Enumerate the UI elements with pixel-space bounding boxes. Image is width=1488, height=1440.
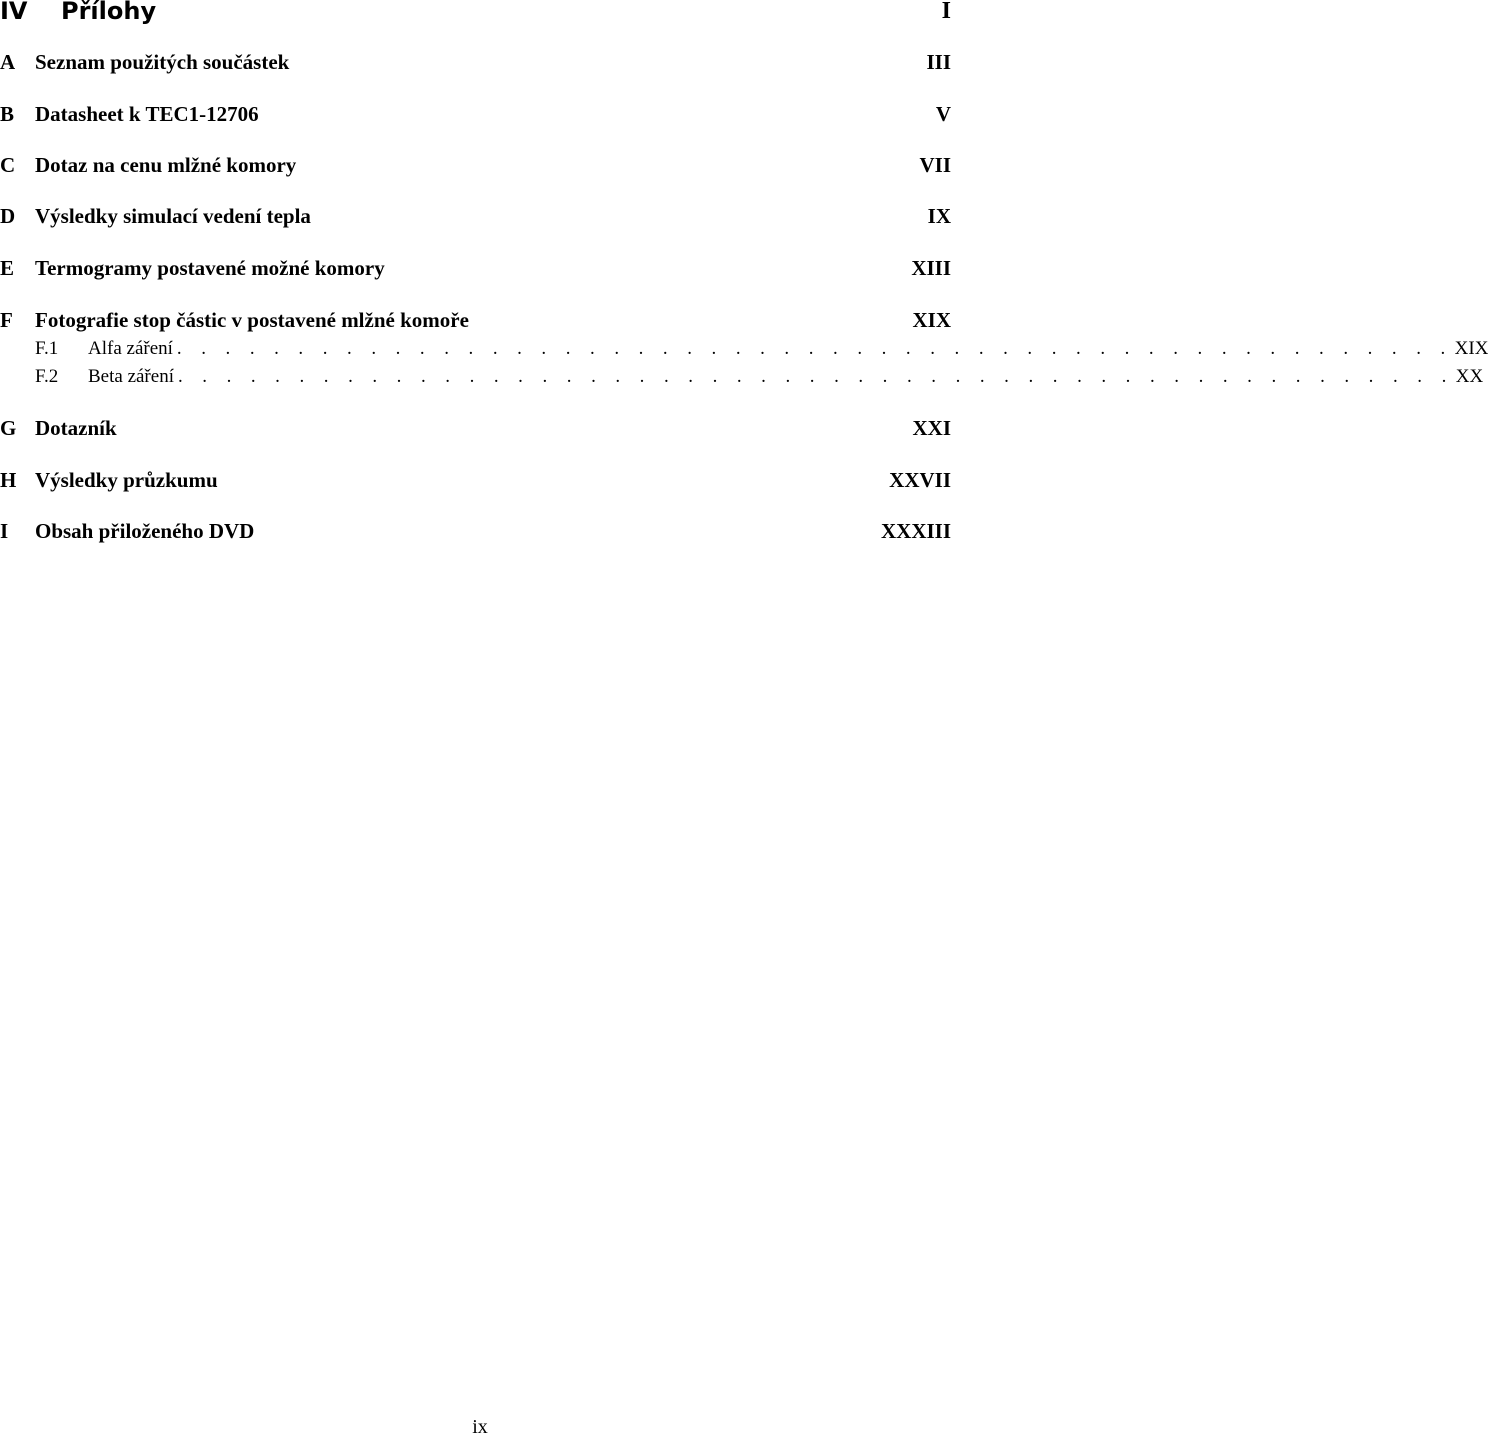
entry-page-number: VII (919, 153, 951, 177)
dot-leader: . . . . . . . . . . . . . . . . . . . . . . . . . . . . . . . . . . . . . . . . . . . . . . . . . . . . . (177, 366, 1454, 387)
entry-page-number: XXXIII (880, 519, 951, 543)
subentry-number: F.1 (35, 338, 59, 359)
entry-title: Dotazník (35, 416, 117, 440)
subentry-title: Alfa záření (88, 338, 173, 359)
toc-entry-a[interactable] (0, 48, 951, 76)
entry-letter: F (0, 308, 13, 332)
entry-page-number: III (926, 50, 951, 74)
entry-letter: E (0, 256, 15, 280)
entry-page-number: IX (927, 204, 951, 228)
entry-title: Dotaz na cenu mlžné komory (35, 153, 297, 177)
entry-page-number: XXI (912, 416, 951, 440)
part-heading[interactable] (0, 0, 951, 28)
dot-leader: . . . . . . . . . . . . . . . . . . . . . . . . . . . . . . . . . . . . . . . . . . . . . . . . . . . . . (176, 338, 1453, 359)
entry-title: Obsah přiloženého DVD (35, 519, 255, 543)
entry-letter: B (0, 102, 15, 126)
entry-letter: H (0, 468, 17, 492)
toc-entry-d[interactable] (0, 202, 951, 230)
entry-page-number: XIX (912, 308, 951, 332)
entry-letter: G (0, 416, 17, 440)
entry-letter: A (0, 50, 16, 74)
subentry-page-number: XX (1455, 366, 1484, 387)
entry-title: Datasheet k TEC1-12706 (35, 102, 259, 126)
entry-letter: I (0, 519, 9, 543)
toc-entry-f[interactable] (0, 306, 951, 334)
toc-entry-h[interactable] (0, 466, 951, 494)
subentry-page-number: XIX (1454, 338, 1488, 359)
part-number: IV (0, 0, 28, 25)
entry-page-number: V (935, 102, 951, 126)
toc-entry-e[interactable] (0, 254, 951, 282)
entry-page-number: XIII (911, 256, 951, 280)
entry-title: Seznam použitých součástek (35, 50, 290, 74)
part-title: Přílohy (61, 0, 157, 25)
toc-entry-c[interactable] (0, 151, 951, 179)
page-number-footer: ix (472, 1416, 488, 1438)
subentry-title: Beta záření (88, 366, 174, 387)
toc-subentry-f2[interactable] (35, 365, 1484, 389)
subentry-number: F.2 (35, 366, 59, 387)
entry-letter: D (0, 204, 16, 228)
toc-entry-g[interactable] (0, 414, 951, 442)
entry-title: Výsledky simulací vedení tepla (35, 204, 311, 228)
entry-page-number: XXVII (889, 468, 951, 492)
entry-title: Fotografie stop částic v postavené mlžné komoře (35, 308, 469, 332)
toc-subentry-f1[interactable] (35, 337, 1488, 361)
toc-entry-b[interactable] (0, 100, 951, 128)
part-page-number: I (941, 0, 951, 24)
entry-title: Výsledky průzkumu (35, 468, 218, 492)
entry-title: Termogramy postavené možné komory (35, 256, 385, 280)
toc-entry-i[interactable] (0, 517, 951, 545)
entry-letter: C (0, 153, 16, 177)
